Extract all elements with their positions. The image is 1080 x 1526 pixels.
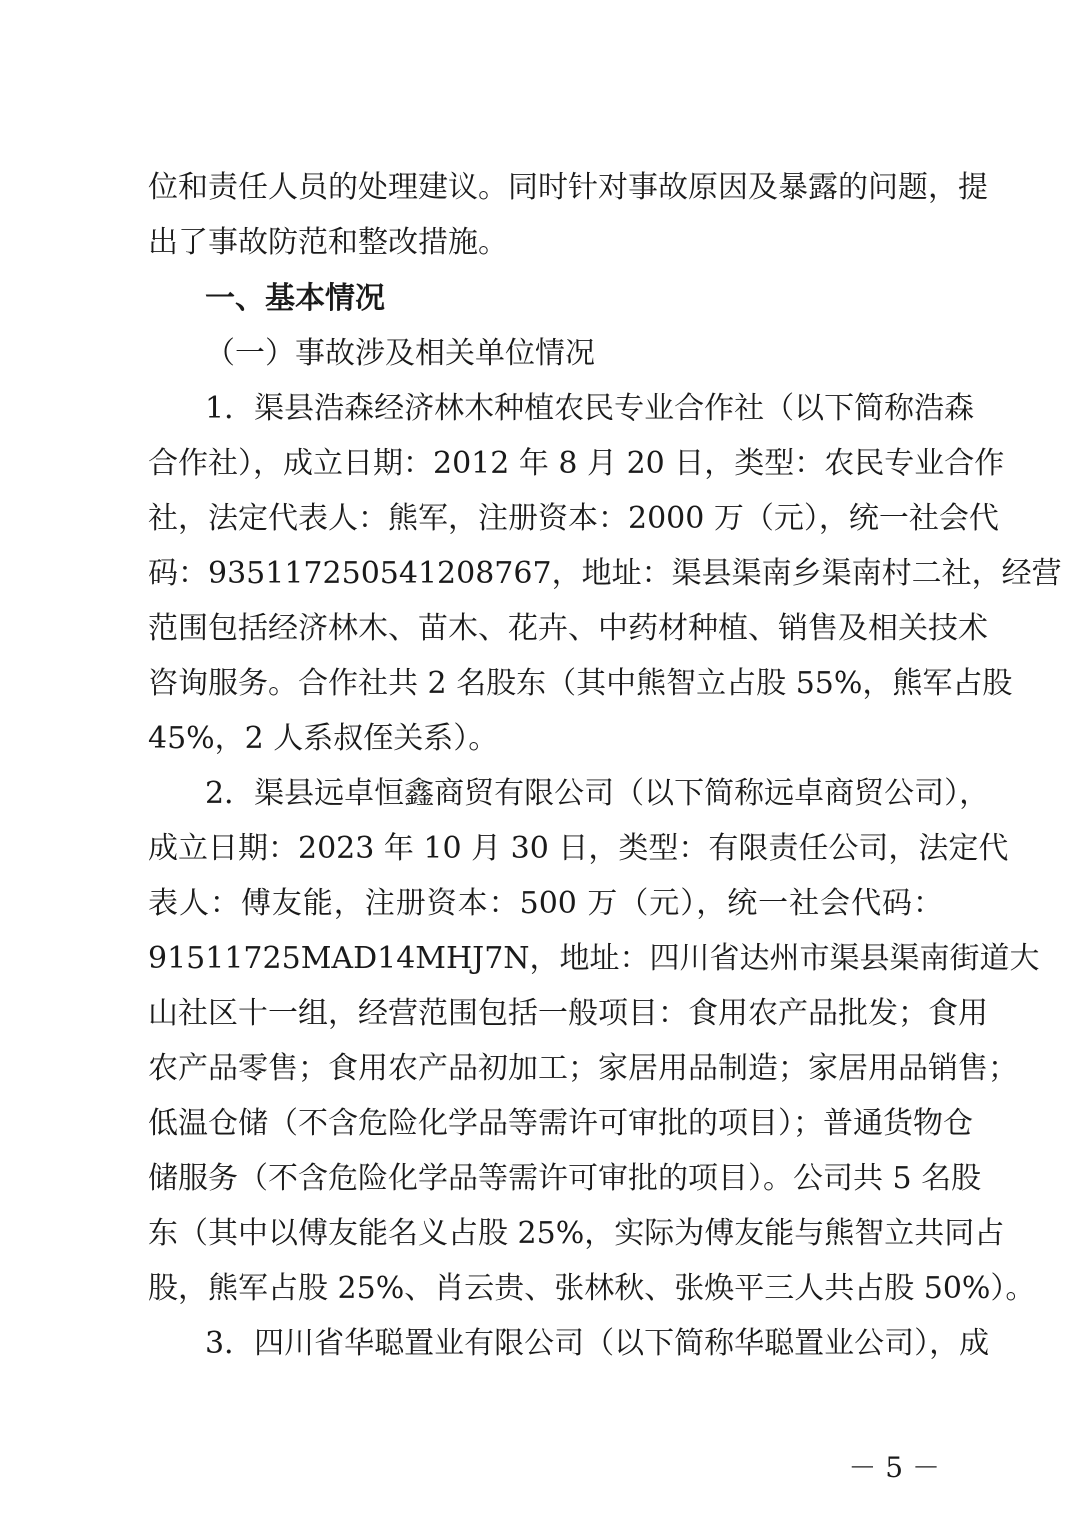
line-text: 储服务（不含危险化学品等需许可审批的项目）。公司共 5 名股: [148, 1161, 982, 1196]
paragraph-line: [0, 661, 1080, 707]
subsection-heading: [0, 331, 1080, 377]
paragraph-line: [0, 826, 1080, 872]
line-text: 社，法定代表人：熊军，注册资本：2000 万（元），统一社会代: [148, 501, 999, 536]
section-heading: [0, 276, 1080, 322]
line-text: 2．渠县远卓恒鑫商贸有限公司（以下简称远卓商贸公司），: [205, 776, 990, 811]
paragraph-line: [0, 496, 1080, 542]
line-text: 范围包括经济林木、苗木、花卉、中药材种植、销售及相关技术: [148, 611, 988, 646]
subsection-heading-text: （一）事故涉及相关单位情况: [205, 336, 595, 371]
paragraph-line: [0, 1266, 1080, 1312]
paragraph-line: [0, 771, 1080, 817]
paragraph-line: [0, 991, 1080, 1037]
line-text: 合作社），成立日期：2012 年 8 月 20 日，类型：农民专业合作: [148, 446, 1005, 481]
line-text: 东（其中以傅友能名义占股 25%，实际为傅友能与熊智立共同占: [148, 1216, 1005, 1251]
paragraph-line: [0, 386, 1080, 432]
line-text: 91511725MAD14MHJ7N，地址：四川省达州市渠县渠南街道大: [148, 941, 1040, 976]
paragraph-line: [0, 1211, 1080, 1257]
paragraph-line: [0, 220, 1080, 266]
line-text: 出了事故防范和整改措施。: [148, 225, 508, 260]
line-text: 位和责任人员的处理建议。同时针对事故原因及暴露的问题，提: [148, 170, 988, 205]
paragraph-line: [0, 1156, 1080, 1202]
paragraph-line: [0, 441, 1080, 487]
paragraph-line: [0, 165, 1080, 211]
paragraph-line: [0, 716, 1080, 762]
line-text: 成立日期：2023 年 10 月 30 日，类型：有限责任公司，法定代: [148, 831, 1009, 866]
line-text: 3．四川省华聪置业有限公司（以下简称华聪置业公司），成: [205, 1326, 990, 1361]
line-text: 表人：傅友能，注册资本：500 万（元），统一社会代码：: [148, 886, 943, 921]
line-text: 农产品零售；食用农产品初加工；家居用品制造；家居用品销售；: [148, 1051, 1018, 1086]
paragraph-line: [0, 606, 1080, 652]
paragraph-line: [0, 1046, 1080, 1092]
paragraph-line: [0, 1101, 1080, 1147]
section-heading-text: 一、基本情况: [205, 281, 385, 316]
line-text: 咨询服务。合作社共 2 名股东（其中熊智立占股 55%，熊军占股: [148, 666, 1013, 701]
line-text: 山社区十一组，经营范围包括一般项目：食用农产品批发；食用: [148, 996, 988, 1031]
line-text: 股，熊军占股 25%、肖云贵、张林秋、张焕平三人共占股 50%）。: [148, 1271, 1036, 1306]
paragraph-line: [0, 551, 1080, 597]
page-number: － 5 －: [848, 1451, 940, 1484]
paragraph-line: [0, 1321, 1080, 1367]
paragraph-line: [0, 936, 1080, 982]
line-text: 1．渠县浩森经济林木种植农民专业合作社（以下简称浩森: [205, 391, 975, 426]
paragraph-line: [0, 881, 1080, 927]
line-text: 码：935117250541208767，地址：渠县渠南乡渠南村二社，经营: [148, 556, 1062, 591]
line-text: 低温仓储（不含危险化学品等需许可审批的项目）；普通货物仓: [148, 1106, 973, 1141]
line-text: 45%，2 人系叔侄关系）。: [148, 721, 499, 756]
